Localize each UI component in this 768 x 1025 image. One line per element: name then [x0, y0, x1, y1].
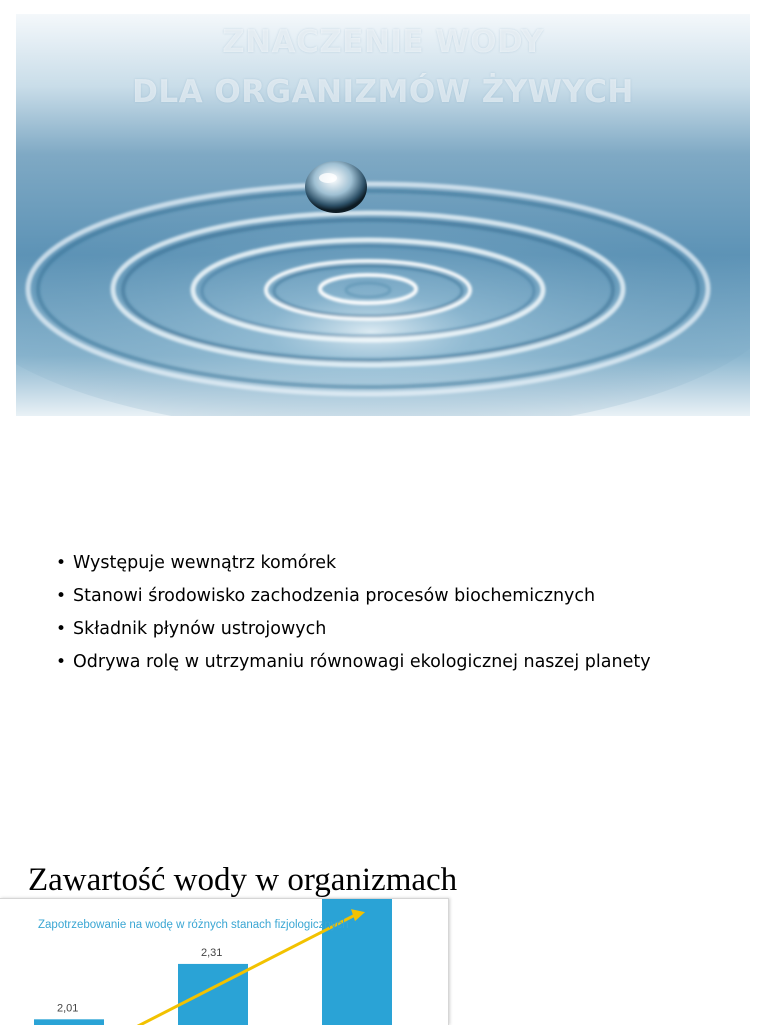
bullet-text: Odrywa rolę w utrzymaniu równowagi ekologicznej naszej planety [73, 652, 651, 672]
bullet-dot-icon: • [56, 619, 67, 639]
bullet-item [56, 647, 746, 680]
chart-bar [178, 964, 248, 1025]
chart-title: Zapotrzebowanie na wodę w różnych stanach fizjologicznych [38, 919, 349, 931]
slide-title-line-1: ZNACZENIE WODY [222, 24, 544, 60]
water-demand-chart [0, 898, 449, 1025]
chart-data-label: 2,31 [201, 946, 223, 959]
bullet-item [56, 581, 746, 614]
chart-bar [34, 1019, 104, 1025]
bullet-dot-icon: • [56, 586, 67, 606]
bullet-dot-icon: • [56, 652, 67, 672]
bullet-text: Występuje wewnątrz komórek [73, 553, 337, 573]
slide-title-line-2: DLA ORGANIZMÓW ŻYWYCH [132, 74, 634, 110]
section-heading: Zawartość wody w organizmach [28, 862, 458, 898]
water-drop-image [16, 14, 750, 416]
bullet-text: Stanowi środowisko zachodzenia procesów biochemicznych [73, 586, 596, 606]
bullet-dot-icon: • [56, 553, 67, 573]
bullet-list [56, 548, 746, 680]
bullet-text: Składnik płynów ustrojowych [73, 619, 327, 639]
chart-canvas [0, 899, 448, 1025]
bullet-item [56, 614, 746, 647]
chart-data-label: 2,01 [57, 1002, 79, 1015]
bullet-item [56, 548, 746, 581]
